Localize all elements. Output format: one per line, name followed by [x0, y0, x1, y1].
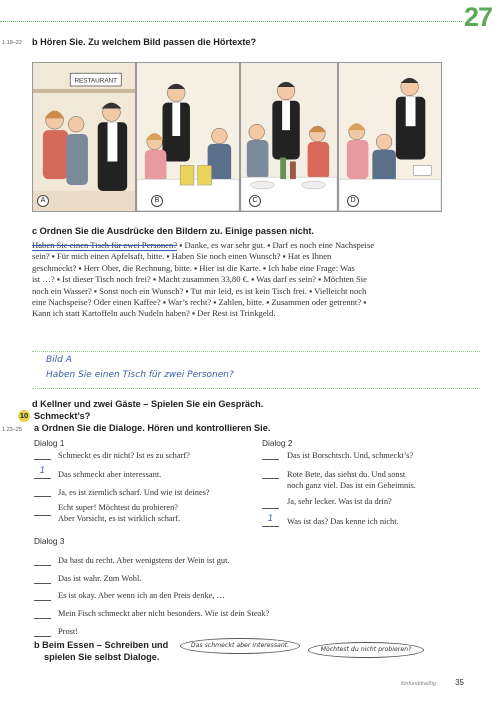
- picture-panel-c: [240, 62, 338, 212]
- page-number: 35: [455, 678, 464, 687]
- picture-panel-a: [32, 62, 136, 212]
- dialog-1-blank-4[interactable]: [34, 507, 51, 516]
- dialog-1-line-3: Ja, es ist ziemlich scharf. Und wie ist deines?: [58, 488, 210, 497]
- dialog-2-line-1: Das ist Borschtsch. Und, schmeckt’s?: [287, 451, 414, 460]
- dialog-3-line-4: Mein Fisch schmeckt aber nicht besonders. Wie ist dein Steak?: [58, 609, 270, 618]
- task-b-heading: b Hören Sie. Zu welchem Bild passen die Hörtexte?: [32, 37, 257, 47]
- dialog-3-line-3: Es ist okay. Aber wenn ich an den Preis denke, …: [58, 591, 225, 600]
- expressions-line-6: eine Nachspeise? Oder einen Kaffee? ▪ War’s recht? ▪ Zahlen, bitte. ▪ Zusammen oder getrennt? ▪: [32, 297, 367, 308]
- exercise-number-badge: 10: [19, 411, 29, 420]
- paying-bill-illustration: [339, 63, 441, 211]
- panel-label-d: D: [347, 195, 359, 207]
- audio-track-b: 1.19–22: [2, 40, 22, 46]
- dialog-3-blank-5[interactable]: [34, 628, 51, 637]
- dialog-1-line-2: Das schmeckt aber interessant.: [58, 470, 162, 479]
- crossed-out-expression: Haben Sie einen Tisch für zwei Personen?: [32, 240, 178, 250]
- top-dotted-rule: [0, 21, 462, 22]
- answer-area[interactable]: [32, 351, 480, 389]
- dialog-1-blank-3[interactable]: [34, 488, 51, 497]
- dialog-1-line-4: Echt super! Möchtest du probieren? Aber Vorsicht, es ist wirklich scharf.: [58, 503, 181, 523]
- dialog-2-blank-2[interactable]: [262, 470, 279, 479]
- panel-label-b: B: [151, 195, 163, 207]
- chapter-number: 27: [463, 2, 492, 32]
- dialog-3-blank-1[interactable]: [34, 557, 51, 566]
- dialog-1-blank-1[interactable]: [34, 451, 51, 460]
- picture-panel-b: [136, 62, 240, 212]
- dialog-2-blank-3[interactable]: [262, 500, 279, 509]
- panel-label-a: A: [37, 195, 49, 207]
- expressions-line-5: noch ein Wasser? ▪ Sonst noch ein Wunsch? ▪ Tut mir leid, es ist kein Tisch frei. ▪ Vielleicht noch: [32, 285, 367, 296]
- dialog-2-line-2: Rote Bete, das siehst du. Und sonst noch ganz viel. Das ist ein Geheimnis.: [287, 470, 416, 490]
- expressions-line-4: ist …? ▪ Ist dieser Tisch noch frei? ▪ Macht zusammen 33,80 €. ▪ Was darf es sein? ▪ Möchten Sie: [32, 274, 367, 285]
- expressions-line-3: geschmeckt? ▪ Herr Ober, die Rechnung, bitte. ▪ Hier ist die Karte. ▪ Ich habe eine Frage: Was: [32, 262, 355, 273]
- task-c-heading: c Ordnen Sie die Ausdrücke den Bildern zu. Einige passen nicht.: [32, 226, 314, 236]
- dialog-1-label: Dialog 1: [34, 438, 65, 448]
- dialog-2-blank-1[interactable]: [262, 451, 279, 460]
- handwritten-answer-picture: Bild A: [46, 355, 72, 365]
- dialog-3-blank-3[interactable]: [34, 592, 51, 601]
- serving-meal-illustration: [241, 63, 337, 211]
- expressions-line-7: Kann ich statt Kartoffeln auch Nudeln haben? ▪ Der Rest ist Trinkgeld.: [32, 308, 276, 319]
- dialog-3-line-5: Prost!: [58, 627, 79, 636]
- expressions-line-1: Haben Sie einen Tisch für zwei Personen? ▪ Danke, es war sehr gut. ▪ Darf es noch eine Nachspeise: [32, 240, 375, 250]
- ordering-drinks-illustration: [137, 63, 239, 211]
- dialog-1-answer-2: 1: [39, 466, 46, 476]
- exercise-10a-heading: a Ordnen Sie die Dialoge. Hören und kontrollieren Sie.: [34, 423, 271, 433]
- page-number-word: fünfunddreißig: [400, 681, 436, 687]
- speech-bubble-1: Das schmeckt aber interessant.: [180, 638, 300, 654]
- audio-track-10a: 1.23–25: [2, 427, 22, 433]
- picture-panel-d: [338, 62, 442, 212]
- dialog-3-blank-4[interactable]: [34, 610, 51, 619]
- speech-bubble-2: Möchtest du nicht probieren?: [308, 642, 424, 658]
- dialog-3-line-1: Da hast du recht. Aber wenigstens der Wein ist gut.: [58, 556, 230, 565]
- exercise-10b-heading-line-2: spielen Sie selbst Dialoge.: [44, 652, 160, 662]
- exercise-10-title: Schmeckt’s?: [34, 411, 91, 421]
- dialog-2-line-4: Was ist das? Das kenne ich nicht.: [287, 517, 399, 526]
- handwritten-answer-phrase: Haben Sie einen Tisch für zwei Personen?: [46, 370, 234, 380]
- dialog-2-line-3: Ja, sehr lecker. Was ist da drin?: [287, 497, 392, 506]
- panel-label-c: C: [249, 195, 261, 207]
- dialog-2-answer-4: 1: [267, 514, 274, 524]
- expressions-line-2: sein? ▪ Für mich einen Apfelsaft, bitte. ▪ Haben Sie noch einen Wunsch? ▪ Hat es Ihnen: [32, 251, 332, 262]
- task-d-heading: d Kellner und zwei Gäste – Spielen Sie ein Gespräch.: [32, 399, 264, 409]
- restaurant-sign: RESTAURANT: [74, 77, 118, 85]
- exercise-10b-heading-line-1: b Beim Essen – Schreiben und: [34, 640, 169, 650]
- expressions-paragraph: [32, 240, 482, 320]
- dialog-3-label: Dialog 3: [34, 536, 65, 546]
- restaurant-entrance-illustration: [33, 63, 135, 211]
- dialog-3-line-2: Das ist wahr. Zum Wohl.: [58, 574, 142, 583]
- dialog-1-line-1: Schmeckt es dir nicht? Ist es zu scharf?: [58, 451, 190, 460]
- dialog-2-label: Dialog 2: [262, 438, 293, 448]
- dialog-3-blank-2[interactable]: [34, 575, 51, 584]
